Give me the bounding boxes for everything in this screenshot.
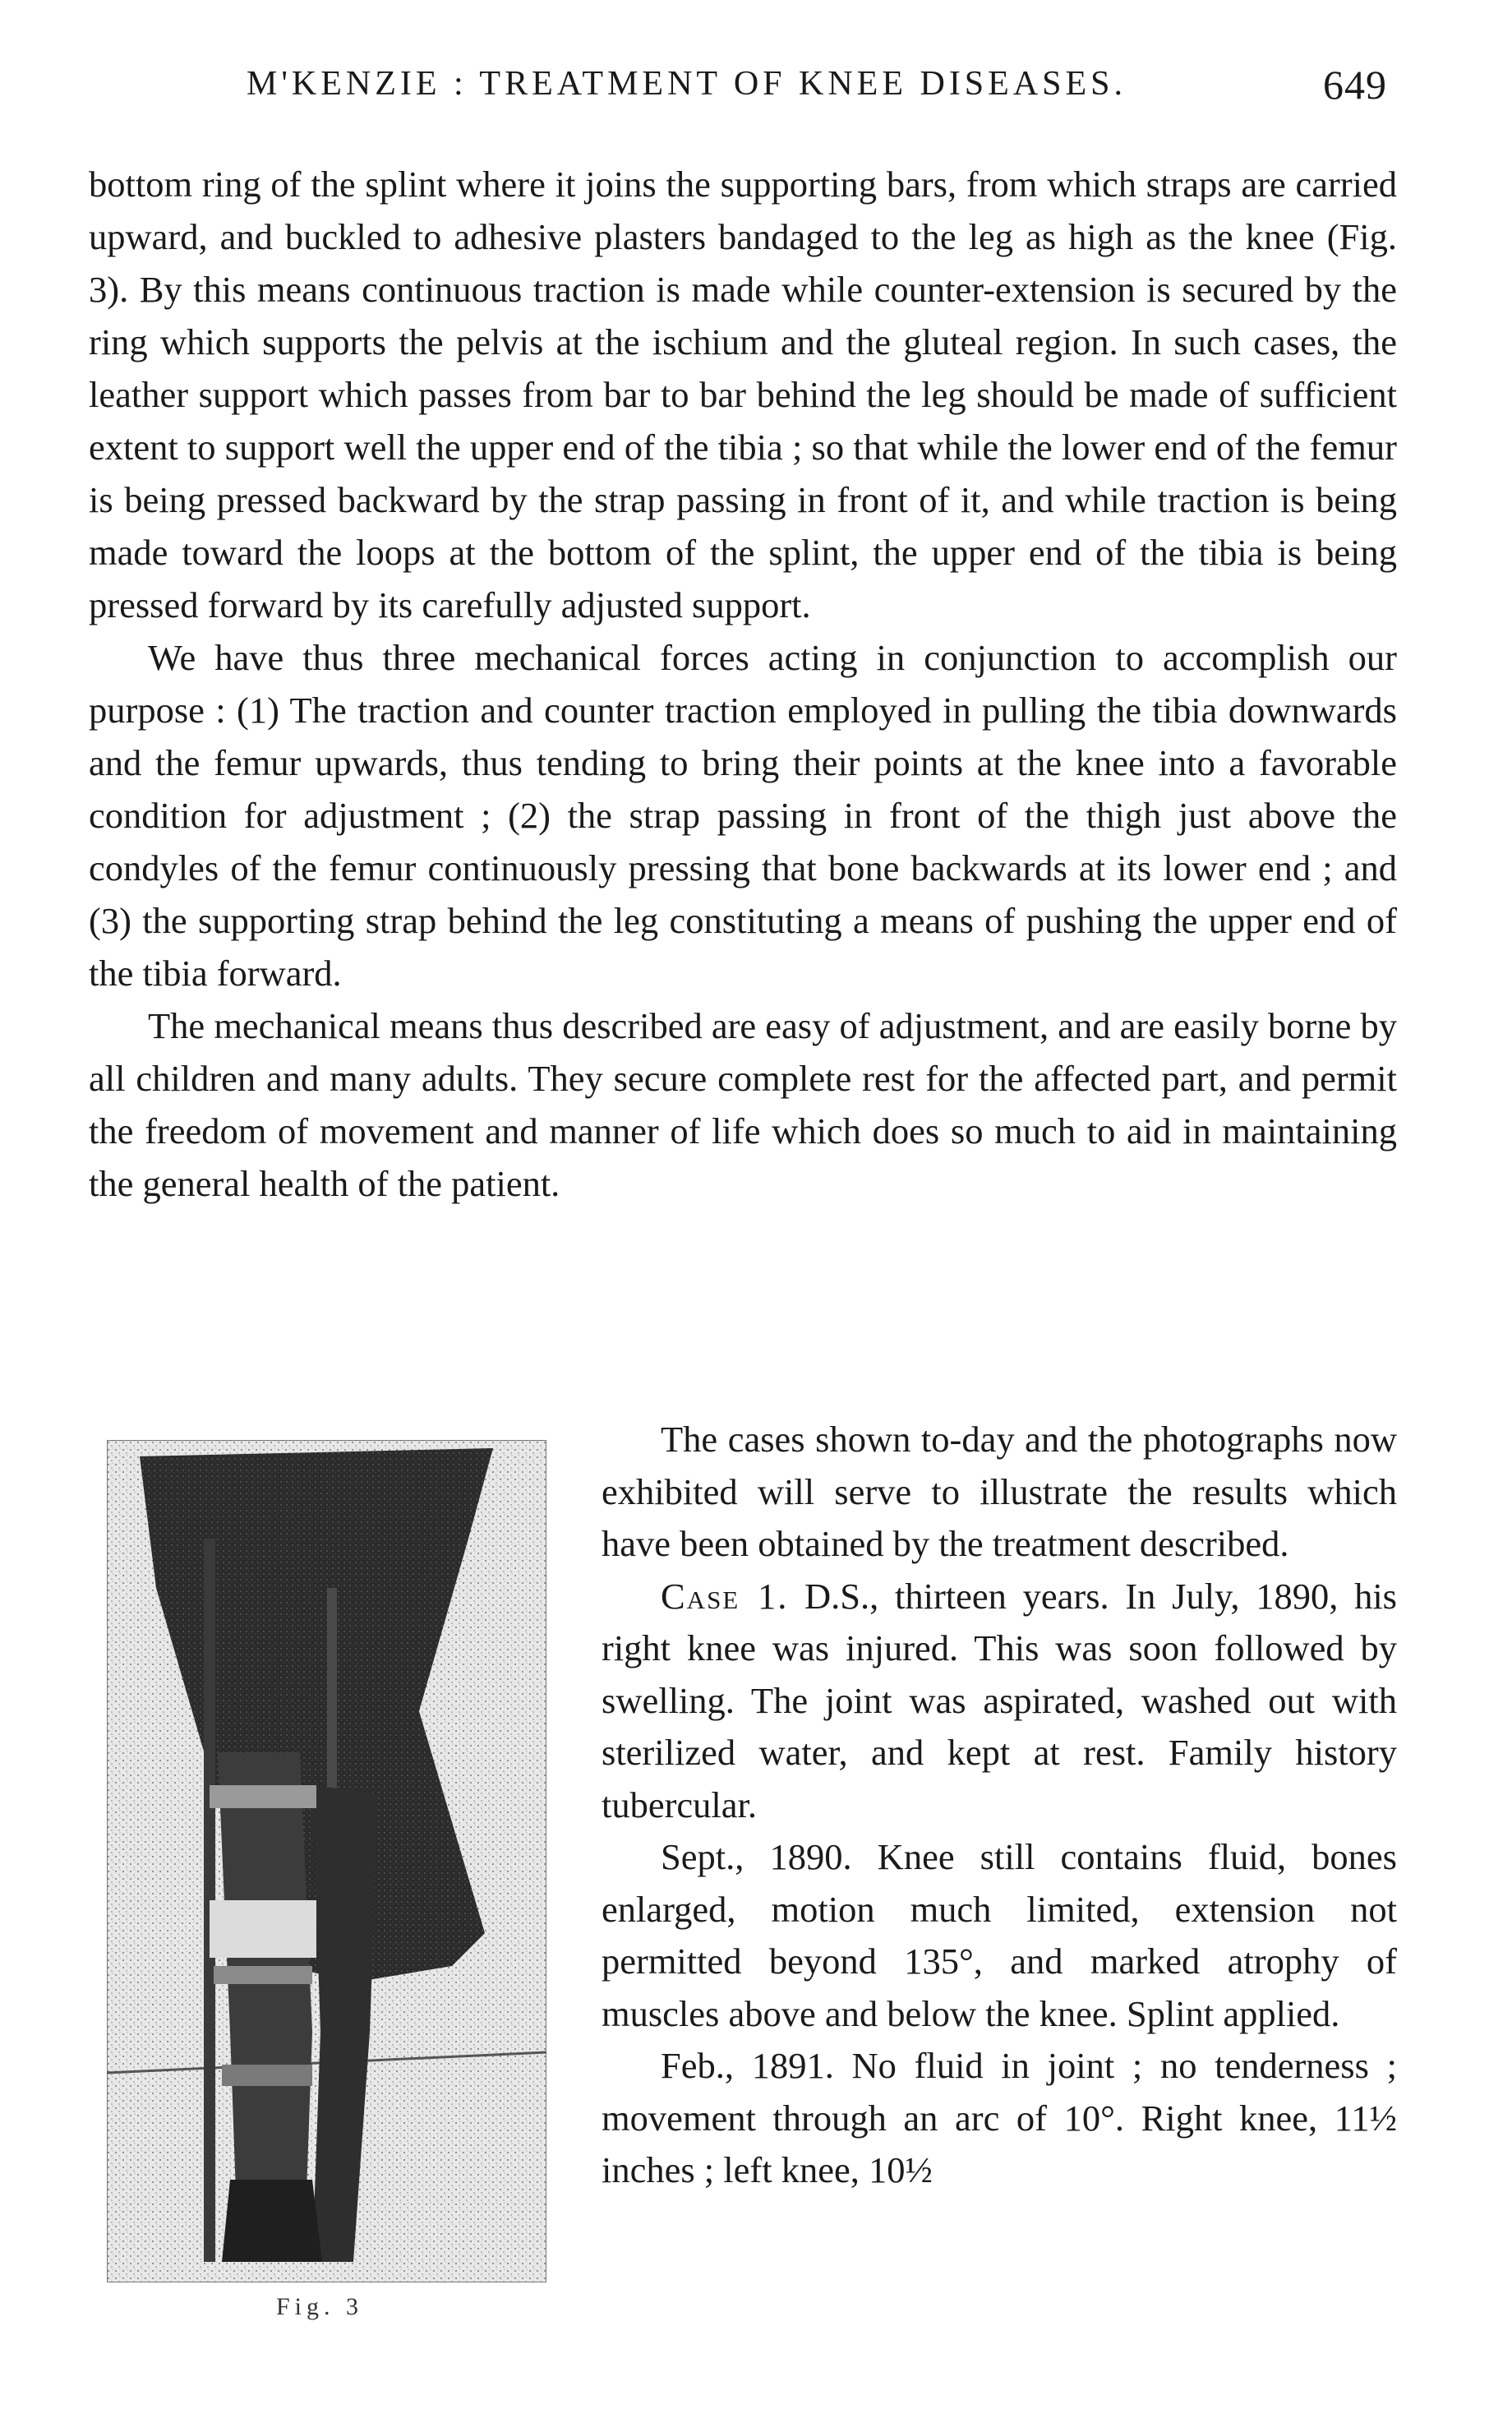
cases-intro: The cases shown to-day and the photographs now exhibited will serve to illustrate the results which have been obtained by the treatment described. (602, 1419, 1397, 1564)
leg-splint-photo-icon (107, 1440, 546, 2282)
case-1-paragraph (602, 1571, 1397, 1832)
case-1-text: D.S., thirteen years. In July, 1890, his right knee was injured. This was soon followed by swelling. The joint was aspirated, washed out with sterilized water, and kept at rest. Family history tubercular. (602, 1575, 1398, 1825)
page-number: 649 (1323, 62, 1387, 108)
paragraph-3: The mechanical means thus described are easy of adjustment, and are easily borne by all children and many adults. They secure complete rest for the affected part, and permit the freedom of movement and manner of life which does so much to aid in maintaining the general health of the patient. (89, 1005, 1397, 1204)
case-label: Case 1. (661, 1575, 789, 1617)
right-column-text (602, 1414, 1397, 2197)
sept-1890-entry: Sept., 1890. Knee still contains fluid, bones enlarged, motion much limited, extension not permitted beyond 135°, and marked atrophy of muscles above and below the knee. Splint applied. (602, 1836, 1397, 2034)
feb-1891-entry: Feb., 1891. No fluid in joint ; no tenderness ; movement through an arc of 10°. Right knee, 11½ inches ; left knee, 10½ (602, 2045, 1397, 2190)
running-header: M'KENZIE : TREATMENT OF KNEE DISEASES. (247, 65, 1127, 103)
paragraph-1: bottom ring of the splint where it joins the supporting bars, from which straps are carried upward, and buckled to adhesive plasters bandaged to the leg as high as the knee (Fig. 3). By this means continuous traction is made while counter-extension is secured by the ring which supports the pelvis at the ischium and the gluteal region. In such cases, the leather support which passes from bar to bar behind the leg should be made of sufficient extent to support well the upper end of the tibia ; so that while the lower end of the femur is being pressed backward by the strap passing in front of it, and while traction is being made toward the loops at the bottom of the splint, the upper end of the tibia is being pressed forward by its carefully adjusted support. (89, 164, 1397, 625)
figure-photograph (107, 1440, 546, 2282)
paragraph-2: We have thus three mechanical forces acting in conjunction to accomplish our purpose : (1) The traction and counter traction employed in pulling the tibia downwards and the femur upwards, thus tending to bring their points at the knee into a favorable condition for adjustment ; (2) the strap passing in front of the thigh just above the condyles of the femur continuously pressing that bone backwards at its lower end ; and (3) the supporting strap behind the leg constituting a means of pushing the upper end of the tibia forward. (89, 637, 1397, 994)
figure-caption: Fig. 3 (276, 2293, 364, 2320)
main-text (89, 158, 1397, 1210)
